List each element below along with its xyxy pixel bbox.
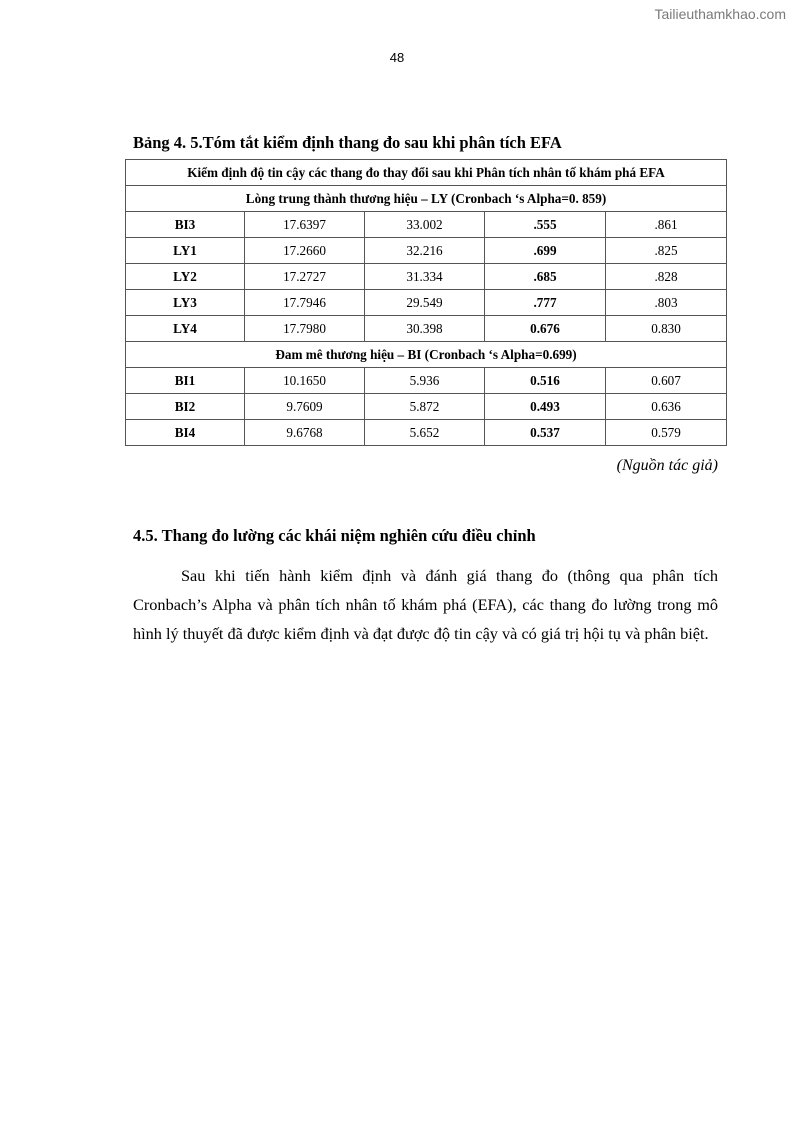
table-cell: 17.7980: [245, 316, 365, 342]
table-row: [126, 238, 727, 264]
group-header-row: [126, 186, 727, 212]
table-cell: .825: [606, 238, 727, 264]
table-cell: 0.493: [485, 394, 606, 420]
table-cell: 0.537: [485, 420, 606, 446]
table-cell: 5.872: [365, 394, 485, 420]
table-row: [126, 316, 727, 342]
table-row: [126, 290, 727, 316]
table-cell: 0.830: [606, 316, 727, 342]
table-cell: 0.607: [606, 368, 727, 394]
section-heading: 4.5. Thang đo lường các khái niệm nghiên cứu điều chỉnh: [133, 526, 536, 545]
table-caption: Bảng 4. 5.Tóm tắt kiểm định thang đo sau khi phân tích EFA: [133, 133, 562, 152]
item-code: BI2: [126, 394, 245, 420]
reliability-table: [125, 159, 727, 446]
table-cell: 17.2660: [245, 238, 365, 264]
item-code: BI4: [126, 420, 245, 446]
table-cell: 29.549: [365, 290, 485, 316]
table-cell: .828: [606, 264, 727, 290]
table-cell: .777: [485, 290, 606, 316]
item-code: LY1: [126, 238, 245, 264]
table-cell: .685: [485, 264, 606, 290]
group-title-bi: Đam mê thương hiệu – BI (Cronbach ‘s Alpha=0.699): [126, 342, 727, 368]
table-cell: 0.579: [606, 420, 727, 446]
table-row: [126, 368, 727, 394]
table-cell: 9.6768: [245, 420, 365, 446]
table-cell: 10.1650: [245, 368, 365, 394]
table-cell: 5.652: [365, 420, 485, 446]
table-cell: .861: [606, 212, 727, 238]
item-code: BI1: [126, 368, 245, 394]
table-cell: 0.636: [606, 394, 727, 420]
table-cell: .803: [606, 290, 727, 316]
table-cell: 31.334: [365, 264, 485, 290]
table-row: [126, 264, 727, 290]
section-paragraph: Sau khi tiến hành kiểm định và đánh giá thang đo (thông qua phân tích Cronbach’s Alpha và phân tích nhân tố khám phá (EFA), các thang đo lường trong mô hình lý thuyết đã được kiểm định và đạt được độ tin cậy và có giá trị hội tụ và phân biệt.: [133, 566, 718, 643]
table-main-header: Kiểm định độ tin cậy các thang đo thay đổi sau khi Phân tích nhân tố khám phá EFA: [126, 160, 727, 186]
table-cell: 0.516: [485, 368, 606, 394]
table-cell: 30.398: [365, 316, 485, 342]
table-cell: .555: [485, 212, 606, 238]
source-note: (Nguồn tác giả): [616, 457, 718, 474]
group-header-row: [126, 342, 727, 368]
table-cell: 5.936: [365, 368, 485, 394]
table-cell: 17.6397: [245, 212, 365, 238]
watermark: Tailieuthamkhao.com: [654, 6, 786, 22]
item-code: LY3: [126, 290, 245, 316]
table-cell: 32.216: [365, 238, 485, 264]
table-cell: 33.002: [365, 212, 485, 238]
item-code: BI3: [126, 212, 245, 238]
table-cell: 17.2727: [245, 264, 365, 290]
table-row: [126, 420, 727, 446]
table-cell: 17.7946: [245, 290, 365, 316]
table-cell: 0.676: [485, 316, 606, 342]
table-row: [126, 394, 727, 420]
table-cell: .699: [485, 238, 606, 264]
table-main-header-row: [126, 160, 727, 186]
item-code: LY4: [126, 316, 245, 342]
table-cell: 9.7609: [245, 394, 365, 420]
group-title-ly: Lòng trung thành thương hiệu – LY (Cronbach ‘s Alpha=0. 859): [126, 186, 727, 212]
table-row: [126, 212, 727, 238]
item-code: LY2: [126, 264, 245, 290]
page-number: 48: [389, 50, 405, 65]
